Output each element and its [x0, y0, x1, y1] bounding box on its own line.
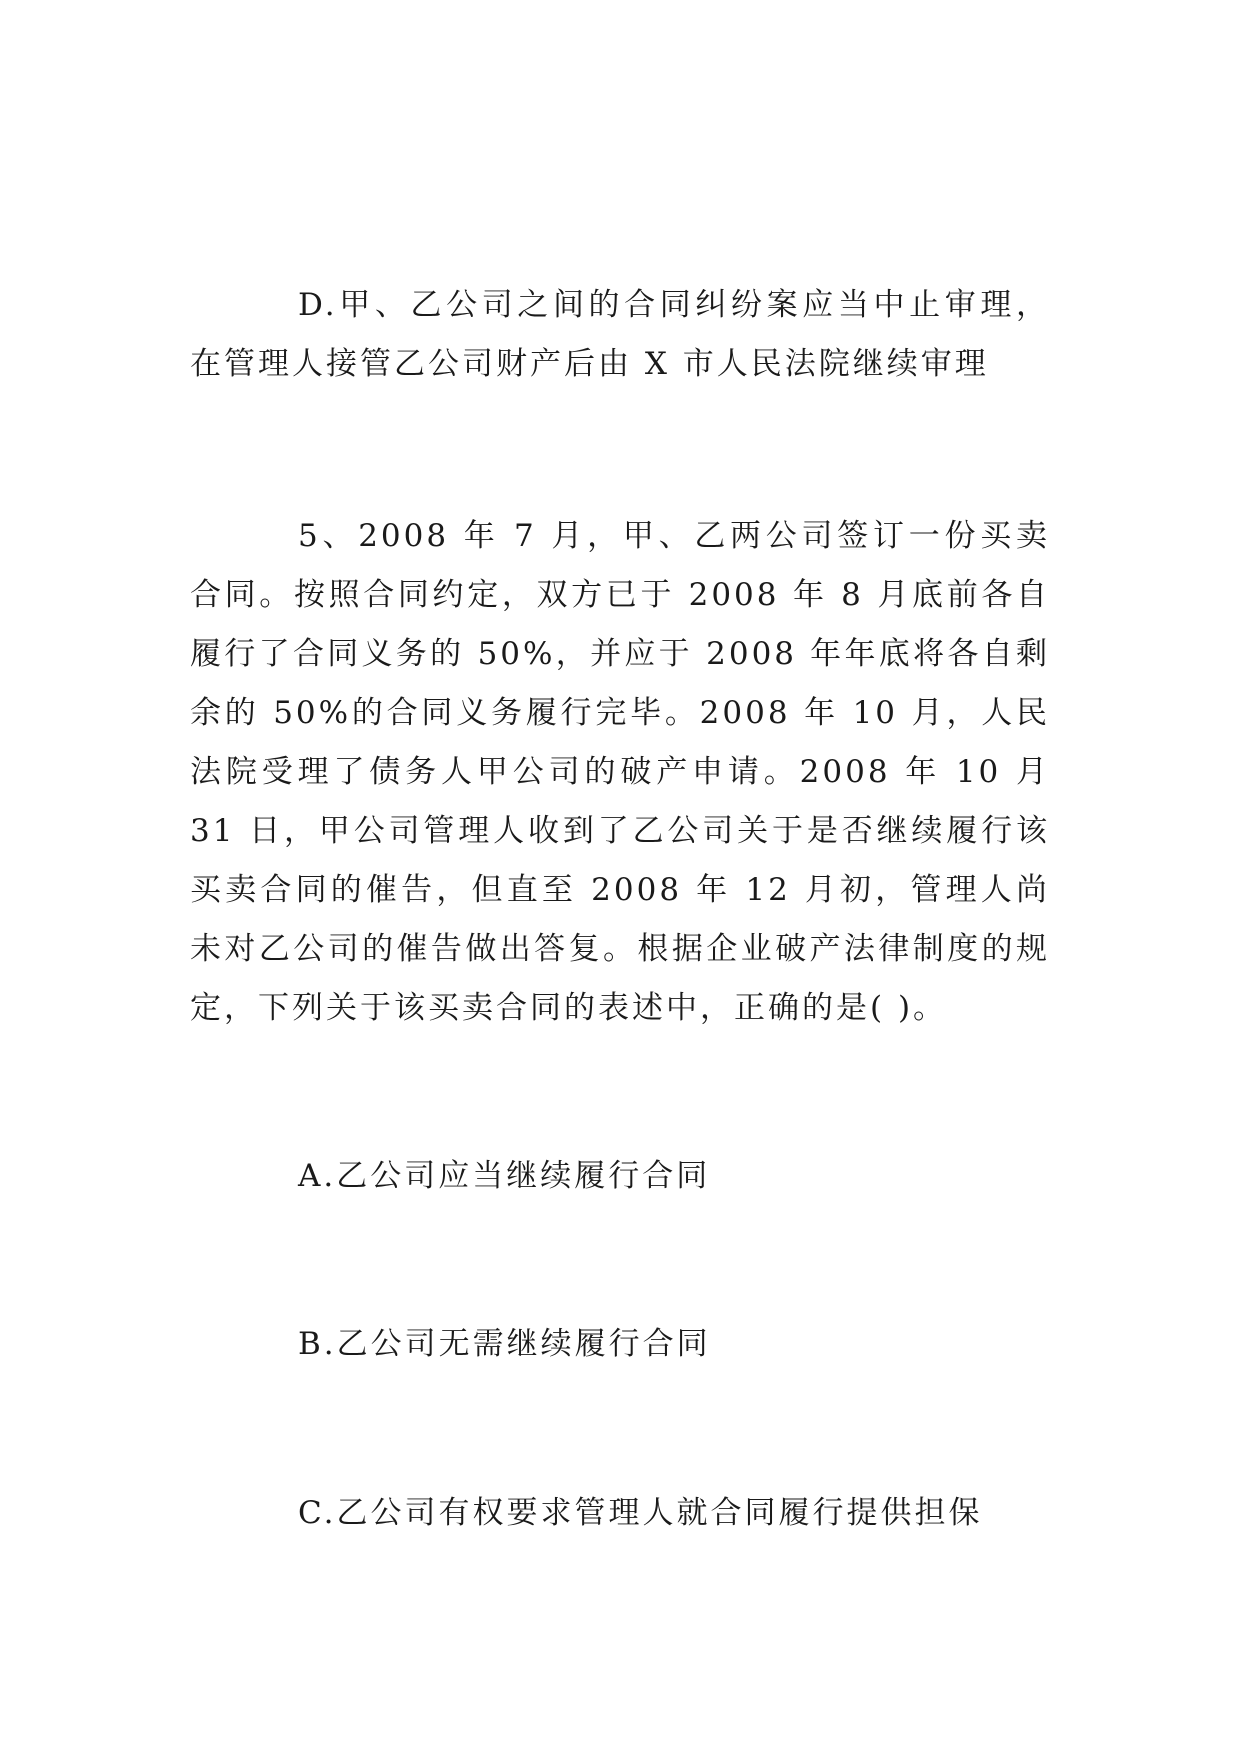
question-5-text: 5、2008 年 7 月，甲、乙两公司签订一份买卖合同。按照合同约定，双方已于 2008 年 8 月底前各自履行了合同义务的 50%，并应于 2008 年年底将各自剩余的 50%的合同义务履行完毕。2008 年 10 月，人民法院受理了债务人甲公司的破产申请。2008 年 10 月 31 日，甲公司管理人收到了乙公司关于是否继续履行该买卖合同的催告，但直至 2008 年 12 月初，管理人尚未对乙公司的催告做出答复。根据企业破产法律制度的规定，下列关于该买卖合同的表述中，正确的是( )。 — [190, 518, 1050, 1026]
option-d-text: D.甲、乙公司之间的合同纠纷案应当中止审理，在管理人接管乙公司财产后由 X 市人民法院继续审理 — [190, 287, 1050, 382]
option-c-text: C.乙公司有权要求管理人就合同履行提供担保 — [298, 1495, 983, 1531]
option-b-text: B.乙公司无需继续履行合同 — [298, 1326, 711, 1362]
option-a-text: A.乙公司应当继续履行合同 — [298, 1158, 711, 1194]
